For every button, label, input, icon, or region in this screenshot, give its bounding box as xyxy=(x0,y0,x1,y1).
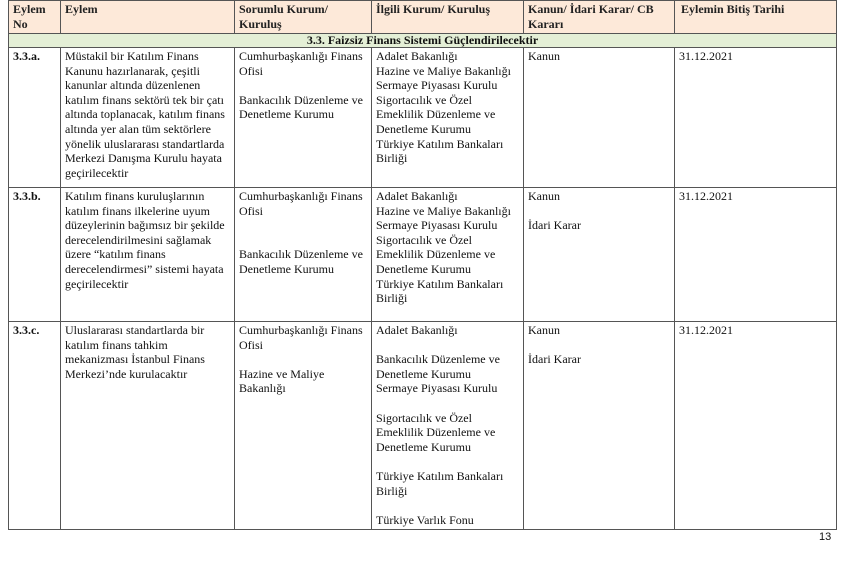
action-code: 3.3.c. xyxy=(9,322,61,530)
table-row xyxy=(9,188,837,322)
related-institution: Türkiye Varlık Fonu xyxy=(376,512,474,527)
decision-cell xyxy=(524,48,675,188)
decision-type: İdari Karar xyxy=(528,352,581,367)
header-action: Eylem xyxy=(61,1,235,34)
decision-type: Kanun xyxy=(528,49,560,63)
header-end-date: Eylemin Bitiş Tarihi xyxy=(675,1,837,34)
responsible-institution: Cumhurbaşkanlığı Finans Ofisi xyxy=(239,49,363,78)
responsible-institution: Hazine ve Maliye Bakanlığı xyxy=(239,366,325,396)
related-institution: Sermaye Piyasası Kurulu xyxy=(376,218,498,233)
related-institution: Adalet Bakanlığı xyxy=(376,189,458,203)
table-row xyxy=(9,322,837,530)
related-institution: Sermaye Piyasası Kurulu xyxy=(376,381,498,396)
decision-cell xyxy=(524,322,675,530)
related-institution: Hazine ve Maliye Bakanlığı xyxy=(376,203,511,218)
related-institution: Bankacılık Düzenleme ve Denetleme Kurumu xyxy=(376,352,500,381)
responsible-cell xyxy=(235,48,372,188)
responsible-institution: Bankacılık Düzenleme ve Denetleme Kurumu xyxy=(239,247,363,276)
related-institution: Sermaye Piyasası Kurulu xyxy=(376,78,498,93)
action-text: Müstakil bir Katılım Finans Kanunu hazırlanarak, çeşitli kanunlar altında düzenlenen katılım finans sektörü tek bir çatı altında toplanacak, katılım finans altında yer alan tüm sektörlere yönelik uluslararası standartlarda Merkezi Danışma Kurulu hayata geçirilecektir xyxy=(65,49,225,180)
responsible-institution: Bankacılık Düzenleme ve Denetleme Kurumu xyxy=(239,92,363,122)
responsible-cell xyxy=(235,188,372,322)
section-title: 3.3. Faizsiz Finans Sistemi Güçlendirilecektir xyxy=(9,34,837,48)
decision-cell xyxy=(524,188,675,322)
header-decision: Kanun/ İdari Karar/ CB Kararı xyxy=(524,1,675,34)
related-institution: Hazine ve Maliye Bakanlığı xyxy=(376,63,511,78)
end-date: 31.12.2021 xyxy=(675,48,837,188)
related-institution: Türkiye Katılım Bankaları Birliği xyxy=(376,136,504,166)
header-row xyxy=(9,1,837,34)
page-number: 13 xyxy=(819,531,832,543)
decision-type: İdari Karar xyxy=(528,218,581,233)
end-date: 31.12.2021 xyxy=(675,322,837,530)
action-code: 3.3.a. xyxy=(9,48,61,188)
related-institution: Sigortacılık ve Özel Emeklilik Düzenleme ve Denetleme Kurumu xyxy=(376,232,496,276)
related-institution: Türkiye Katılım Bankaları Birliği xyxy=(376,276,504,306)
header-related: İlgili Kurum/ Kuruluş xyxy=(372,1,524,34)
responsible-institution: Cumhurbaşkanlığı Finans Ofisi xyxy=(239,189,363,218)
decision-type: Kanun xyxy=(528,189,560,203)
end-date: 31.12.2021 xyxy=(675,188,837,322)
action-description xyxy=(61,322,235,530)
related-institution: Adalet Bakanlığı xyxy=(376,49,458,63)
action-code: 3.3.b. xyxy=(9,188,61,322)
responsible-institution: Cumhurbaşkanlığı Finans Ofisi xyxy=(239,323,363,352)
table-row xyxy=(9,48,837,188)
related-cell xyxy=(372,48,524,188)
action-text: Katılım finans kuruluşlarının katılım finans ilkelerine uyum düzeylerinin bağımsız bir şekilde derecelendirilmesini sağlamak üzere “katılım finans derecelendirmesi” sistemi hayata geçirilecektir xyxy=(65,189,225,291)
related-cell xyxy=(372,322,524,530)
header-responsible: Sorumlu Kurum/ Kuruluş xyxy=(235,1,372,34)
header-action-no: Eylem No xyxy=(9,1,61,34)
action-description xyxy=(61,48,235,188)
related-institution: Sigortacılık ve Özel Emeklilik Düzenleme ve Denetleme Kurumu xyxy=(376,410,496,454)
responsible-cell xyxy=(235,322,372,530)
related-institution: Türkiye Katılım Bankaları Birliği xyxy=(376,468,504,498)
section-row xyxy=(9,34,837,48)
related-institution: Sigortacılık ve Özel Emeklilik Düzenleme ve Denetleme Kurumu xyxy=(376,92,496,136)
action-plan-table xyxy=(8,0,837,530)
decision-type: Kanun xyxy=(528,323,560,337)
related-cell xyxy=(372,188,524,322)
action-text: Uluslararası standartlarda bir katılım finans tahkim mekanizması İstanbul Finans Merkezi’nde kurulacaktır xyxy=(65,323,205,381)
action-description xyxy=(61,188,235,322)
related-institution: Adalet Bakanlığı xyxy=(376,323,458,337)
